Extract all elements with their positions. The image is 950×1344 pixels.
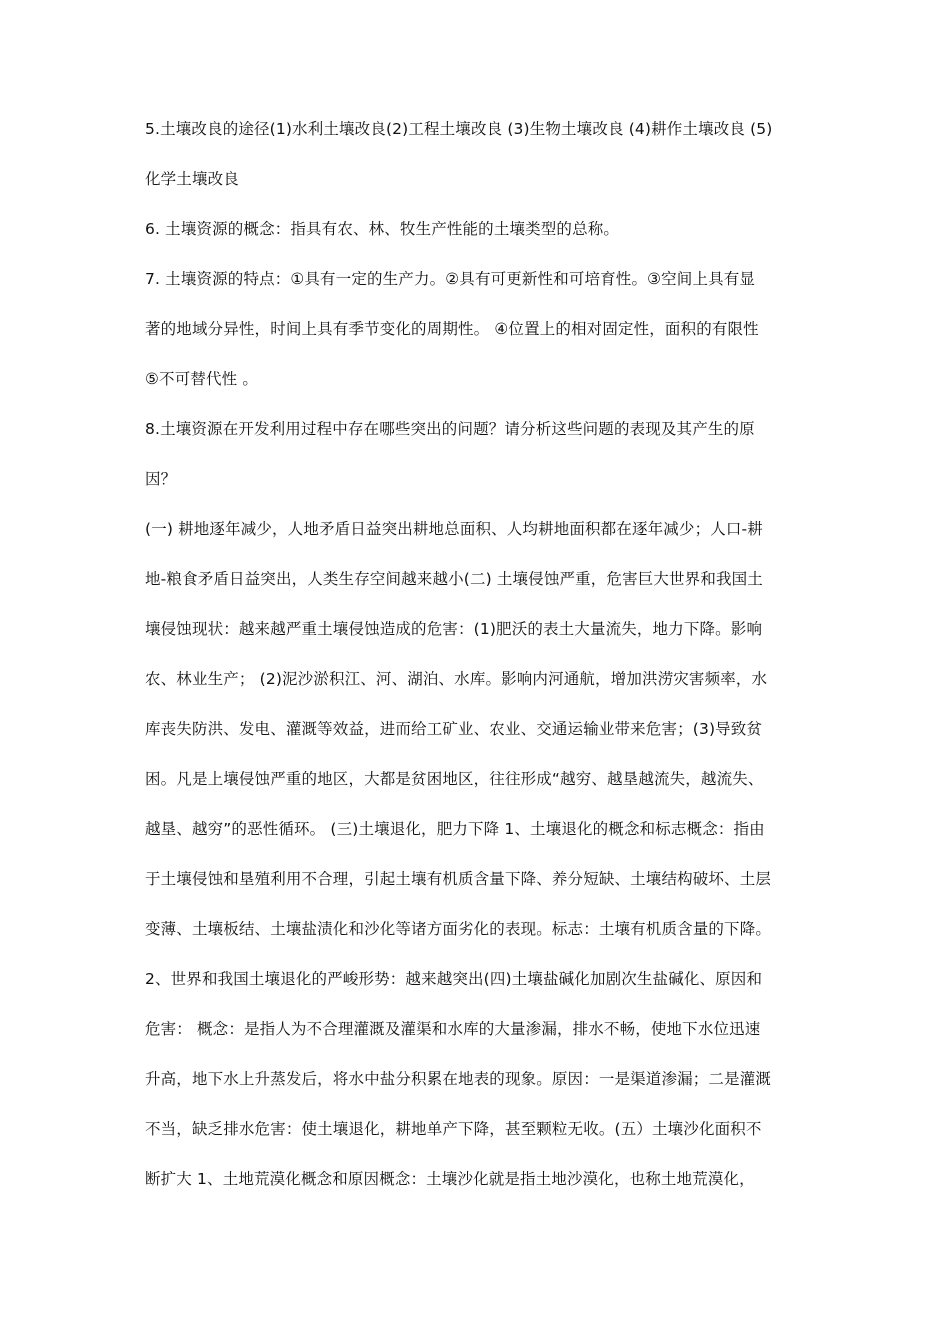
document-body <box>145 104 821 1204</box>
text-line: 危害： 概念：是指人为不合理灌溉及灌渠和水库的大量渗漏，排水不畅，使地下水位迅速 <box>145 1020 761 1038</box>
text-line: 因？ <box>145 470 177 488</box>
text-line: 库丧失防洪、发电、灌溉等效益，进而给工矿业、农业、交通运输业带来危害；(3)导致贫 <box>145 720 763 738</box>
text-line: 著的地域分异性，时间上具有季节变化的周期性。 ④位置上的相对固定性，面积的有限性 <box>145 320 759 338</box>
text-line: ⑤不可替代性 。 <box>145 370 259 388</box>
text-line: 5.土壤改良的途径(1)水利土壤改良(2)工程土壤改良 (3)生物土壤改良 (4)耕作土壤改良 (5) <box>145 120 773 138</box>
text-line: 7. 土壤资源的特点：①具有一定的生产力。②具有可更新性和可培育性。③空间上具有显 <box>145 270 756 288</box>
text-line: 8.土壤资源在开发利用过程中存在哪些突出的问题？请分析这些问题的表现及其产生的原 <box>145 420 755 438</box>
text-line: 壤侵蚀现状：越来越严重土壤侵蚀造成的危害：(1)肥沃的表土大量流失，地力下降。影响 <box>145 620 763 638</box>
text-line: 6. 土壤资源的概念：指具有农、林、牧生产性能的土壤类型的总称。 <box>145 220 620 238</box>
text-line: 变薄、土壤板结、土壤盐渍化和沙化等诸方面劣化的表现。标志：土壤有机质含量的下降。 <box>145 920 772 938</box>
text-line: (一) 耕地逐年减少，人地矛盾日益突出耕地总面积、人均耕地面积都在逐年减少；人口-耕 <box>145 520 763 538</box>
text-line: 2、世界和我国土壤退化的严峻形势：越来越突出(四)土壤盐碱化加剧次生盐碱化、原因和 <box>145 970 763 988</box>
text-line: 农、林业生产； (2)泥沙淤积江、河、湖泊、水库。影响内河通航，增加洪涝灾害频率，水 <box>145 670 768 688</box>
text-line: 断扩大 1、土地荒漠化概念和原因概念：土壤沙化就是指土地沙漠化，也称土地荒漠化， <box>145 1170 755 1188</box>
text-line: 困。凡是上壤侵蚀严重的地区，大都是贫困地区，往往形成“越穷、越垦越流失，越流失、 <box>145 770 764 788</box>
text-line: 升高，地下水上升蒸发后，将水中盐分积累在地表的现象。原因：一是渠道渗漏；二是灌溉 <box>145 1070 772 1088</box>
text-line: 于土壤侵蚀和垦殖利用不合理，引起土壤有机质含量下降、养分短缺、土壤结构破坏、土层 <box>145 870 772 888</box>
text-line: 越垦、越穷”的恶性循环。 (三)土壤退化，肥力下降 1、土壤退化的概念和标志概念：指由 <box>145 820 765 838</box>
text-line: 化学土壤改良 <box>145 170 239 188</box>
text-line: 不当，缺乏排水危害：使土壤退化，耕地单产下降，甚至颗粒无收。(五）土壤沙化面积不 <box>145 1120 762 1138</box>
text-line: 地-粮食矛盾日益突出，人类生存空间越来越小(二) 土壤侵蚀严重，危害巨大世界和我国土 <box>145 570 763 588</box>
